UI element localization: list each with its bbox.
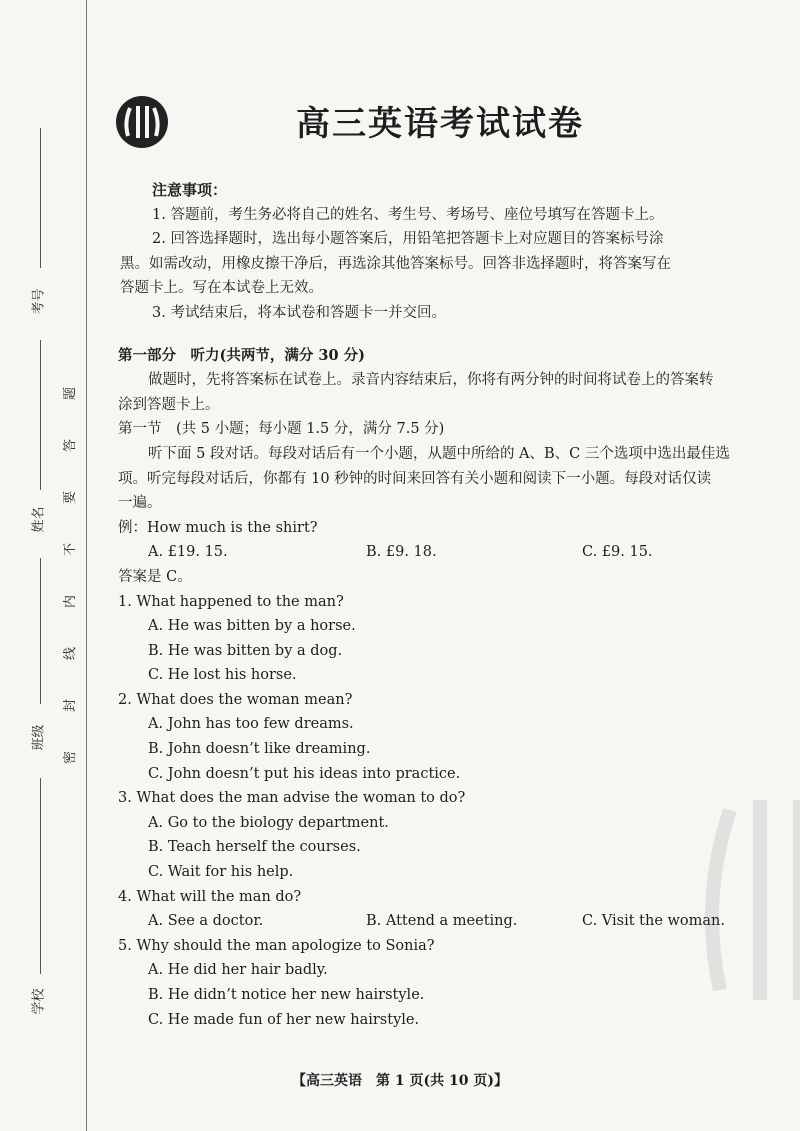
option-c: C. John doesn’t put his ideas into practice. <box>148 765 461 782</box>
name-label: 姓名 <box>31 506 47 533</box>
seal-char: 要 <box>63 490 79 505</box>
section1-heading: 第一节 (共 5 小题；每小题 1.5 分，满分 7.5 分) <box>118 421 445 438</box>
notice-item: 3. 考试结束后，将本试卷和答题卡一并交回。 <box>152 304 446 321</box>
example-options <box>118 540 758 565</box>
notice-item: 1. 答题前，考生务必将自己的姓名、考生号、考场号、座位号填写在答题卡上。 <box>152 206 664 223</box>
exam-body <box>118 178 758 1032</box>
option-c: C. He made fun of her new hairstyle. <box>148 1011 420 1028</box>
option-b: B. John doesn’t like dreaming. <box>148 741 371 758</box>
option-a: A. He was bitten by a horse. <box>148 618 356 635</box>
notice-item: 2. 回答选择题时，选出每小题答案后，用铅笔把答题卡上对应题目的答案标号涂 <box>152 231 664 248</box>
seal-char: 密 <box>63 750 79 765</box>
notice-item: 答题卡上。写在本试卷上无效。 <box>120 280 323 297</box>
school-fill-line <box>40 778 41 974</box>
binding-margin-line <box>86 0 87 1131</box>
part1-heading: 第一部分 听力(共两节，满分 30 分) <box>118 346 365 364</box>
name-fill-line <box>40 340 41 490</box>
notice-heading: 注意事项： <box>152 181 228 199</box>
part1-intro-line: 做题时，先将答案标在试卷上。录音内容结束后，你将有两分钟的时间将试卷上的答案转 <box>148 372 714 389</box>
notice-item: 黑。如需改动，用橡皮擦干净后，再选涂其他答案标号。回答非选择题时，将答案写在 <box>120 255 671 272</box>
option-b: B. £9. 18. <box>366 544 437 561</box>
school-label: 学校 <box>31 988 47 1015</box>
section1-line: 一遍。 <box>118 495 162 512</box>
seal-char: 题 <box>63 386 79 401</box>
question-4-options <box>118 909 758 934</box>
option-a: A. £19. 15. <box>148 544 228 561</box>
publisher-logo <box>114 94 170 150</box>
exam-no-label: 考号 <box>31 288 47 315</box>
class-label: 班级 <box>31 724 47 751</box>
option-a: A. John has too few dreams. <box>148 716 354 733</box>
question-5: 5. Why should the man apologize to Sonia? <box>118 937 435 954</box>
option-b: B. Teach herself the courses. <box>148 839 361 856</box>
exam-no-fill-line <box>40 128 41 268</box>
option-c: C. He lost his horse. <box>148 667 297 684</box>
question-1: 1. What happened to the man? <box>118 593 344 610</box>
page-title: 高三英语考试试卷 <box>296 104 584 144</box>
page-footer: 【高三英语 第 1 页(共 10 页)】 <box>292 1073 508 1089</box>
option-b: B. He didn’t notice her new hairstyle. <box>148 987 425 1003</box>
option-c: C. Wait for his help. <box>148 864 294 881</box>
seal-char: 封 <box>63 698 79 713</box>
seal-char: 线 <box>63 646 79 661</box>
option-a: A. Go to the biology department. <box>148 814 389 831</box>
class-fill-line <box>40 558 41 704</box>
question-2: 2. What does the woman mean? <box>118 691 353 708</box>
seal-char: 内 <box>63 594 79 609</box>
option-c: C. Visit the woman. <box>582 913 726 930</box>
option-c: C. £9. 15. <box>582 544 653 561</box>
watermark-logo <box>700 790 800 1010</box>
section1-line: 项。听完每段对话后，你都有 10 秒钟的时间来回答有关小题和阅读下一小题。每段对话仅读 <box>118 470 712 487</box>
question-3: 3. What does the man advise the woman to do? <box>118 790 466 807</box>
seal-char: 答 <box>63 438 79 453</box>
example-question: 例：How much is the shirt? <box>118 519 318 536</box>
seal-char: 不 <box>63 542 79 557</box>
example-answer: 答案是 C。 <box>118 568 192 585</box>
option-a: A. See a doctor. <box>148 913 264 930</box>
option-b: B. Attend a meeting. <box>366 913 518 930</box>
option-a: A. He did her hair badly. <box>148 962 328 979</box>
section1-line: 听下面 5 段对话。每段对话后有一个小题，从题中所给的 A、B、C 三个选项中选出最佳选 <box>148 445 730 462</box>
part1-intro-line: 涂到答题卡上。 <box>118 396 220 413</box>
option-b: B. He was bitten by a dog. <box>148 642 343 659</box>
question-4: 4. What will the man do? <box>118 888 302 905</box>
